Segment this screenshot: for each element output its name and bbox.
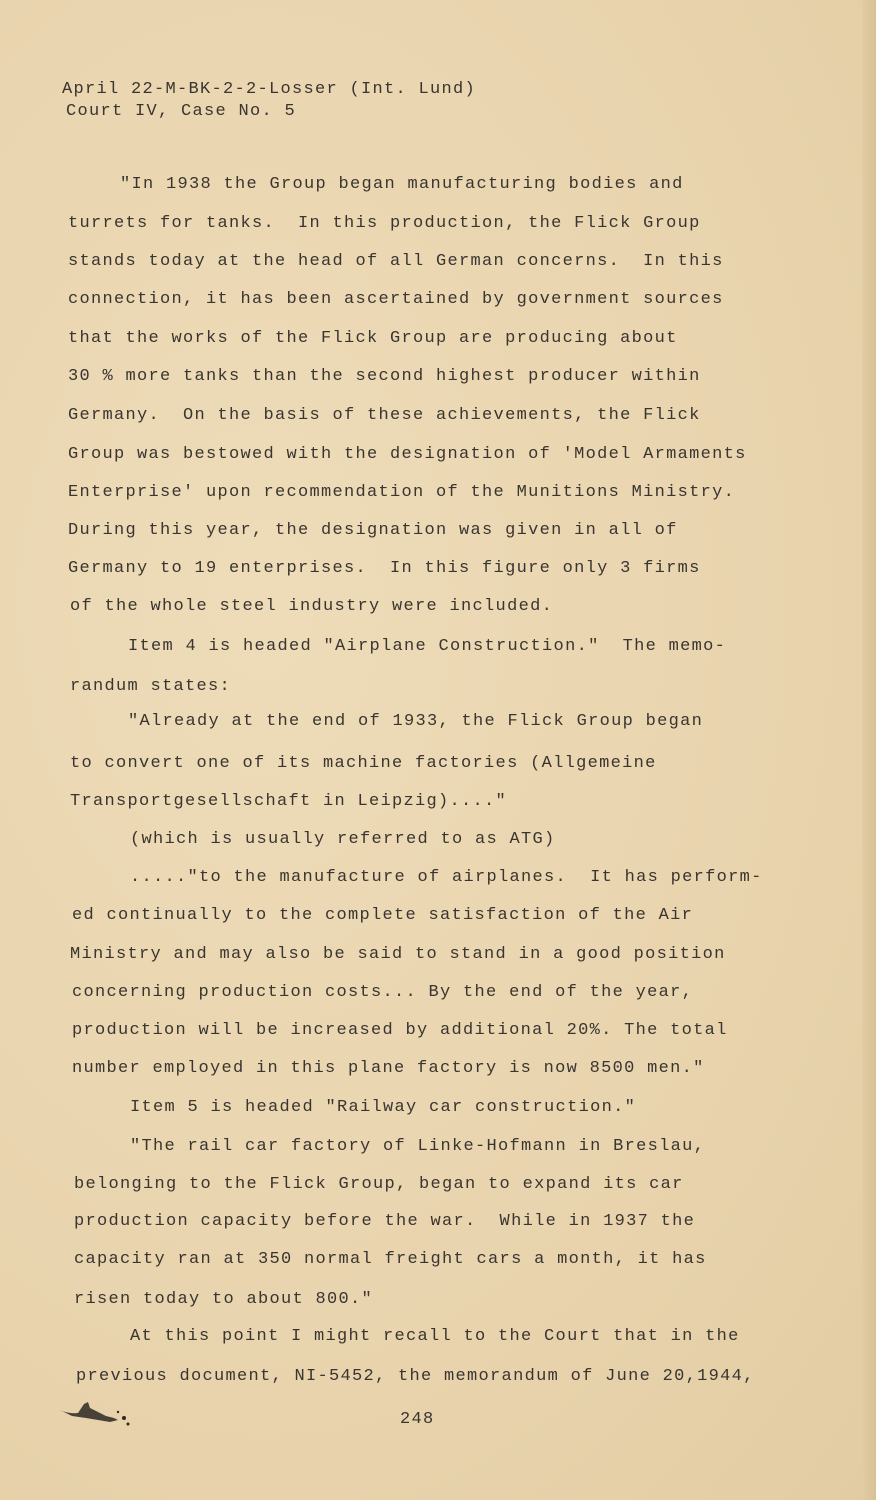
text-line: Item 5 is headed "Railway car construction.": [130, 1098, 637, 1117]
text-line: number employed in this plane factory is now 8500 men.": [72, 1059, 705, 1078]
text-line: (which is usually referred to as ATG): [130, 830, 556, 849]
text-line: During this year, the designation was given in all of: [68, 521, 678, 540]
text-line: "The rail car factory of Linke-Hofmann in Breslau,: [130, 1137, 706, 1156]
text-line: Item 4 is headed "Airplane Construction." The memo-: [128, 637, 727, 656]
text-line: "In 1938 the Group began manufacturing bodies and: [120, 175, 684, 194]
text-line: production capacity before the war. While in 1937 the: [74, 1212, 696, 1231]
ink-smudge-mark: [58, 1398, 133, 1428]
text-line: Enterprise' upon recommendation of the Munitions Ministry.: [68, 483, 736, 502]
text-line: production will be increased by additional 20%. The total: [72, 1021, 728, 1040]
header-line-2: Court IV, Case No. 5: [66, 102, 297, 121]
text-line: Germany. On the basis of these achievements, the Flick: [68, 406, 701, 425]
text-line: randum states:: [70, 677, 232, 696]
text-line: ....."to the manufacture of airplanes. It has perform-: [130, 868, 763, 887]
text-line: At this point I might recall to the Court that in the: [130, 1327, 740, 1346]
text-line: 30 % more tanks than the second highest producer within: [68, 367, 701, 386]
text-line: concerning production costs... By the end of the year,: [72, 983, 694, 1002]
text-line: belonging to the Flick Group, began to expand its car: [74, 1175, 684, 1194]
text-line: that the works of the Flick Group are producing about: [68, 329, 678, 348]
page-edge: [862, 0, 876, 1500]
text-line: Germany to 19 enterprises. In this figure only 3 firms: [68, 559, 701, 578]
text-line: Group was bestowed with the designation of 'Model Armaments: [68, 445, 747, 464]
text-line: of the whole steel industry were included.: [70, 597, 554, 616]
text-line: previous document, NI-5452, the memorandum of June 20,1944,: [76, 1367, 755, 1386]
text-line: ed continually to the complete satisfaction of the Air: [72, 906, 694, 925]
header-line-1: April 22-M-BK-2-2-Losser (Int. Lund): [62, 80, 477, 99]
text-line: "Already at the end of 1933, the Flick Group began: [128, 712, 704, 731]
text-line: stands today at the head of all German concerns. In this: [68, 252, 724, 271]
text-line: capacity ran at 350 normal freight cars a month, it has: [74, 1250, 707, 1269]
text-line: connection, it has been ascertained by government sources: [68, 290, 724, 309]
text-line: Transportgesellschaft in Leipzig)....": [70, 792, 508, 811]
text-line: risen today to about 800.": [74, 1290, 374, 1309]
text-line: turrets for tanks. In this production, the Flick Group: [68, 214, 701, 233]
text-line: to convert one of its machine factories (Allgemeine: [70, 754, 657, 773]
text-line: Ministry and may also be said to stand in a good position: [70, 945, 726, 964]
page-number: 248: [400, 1410, 435, 1429]
